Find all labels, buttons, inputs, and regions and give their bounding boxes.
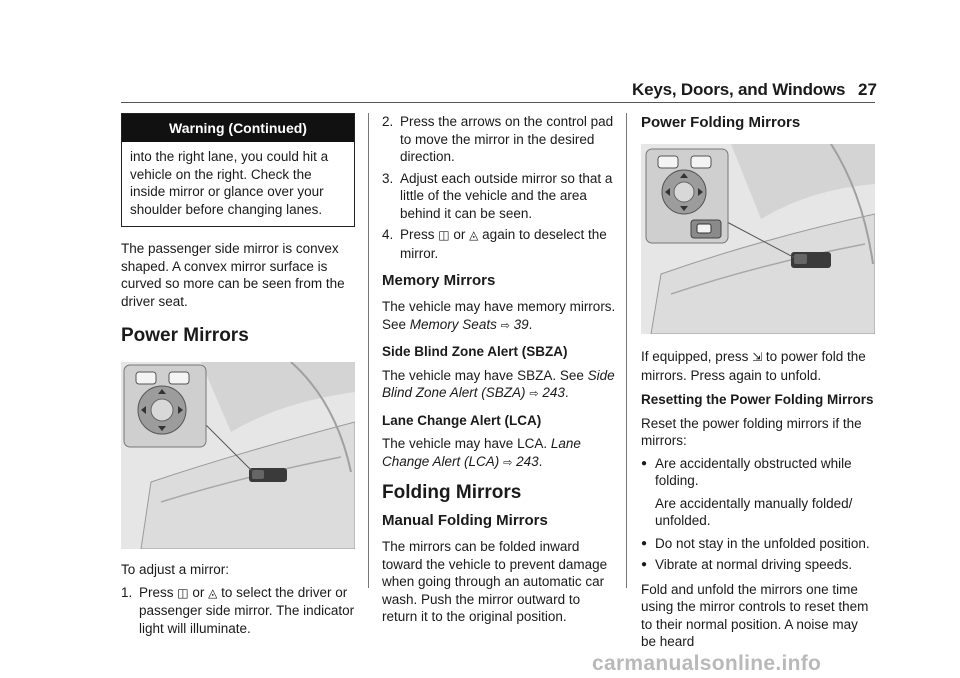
- step-3-number: 3.: [382, 170, 394, 186]
- column-1: [121, 113, 355, 637]
- equipped-text-b: to power fold the mirrors. Press again to unfold.: [641, 349, 866, 383]
- header-rule: [121, 102, 875, 103]
- column-2: [382, 113, 616, 626]
- step-4-text-b: again to deselect the mirror.: [400, 227, 607, 261]
- power-folding-control-illustration: [641, 144, 875, 334]
- warning-body: into the right lane, you could hit a vehicle on the right. Check the inside mirror or glance over your shoulder before changing lanes.: [130, 149, 329, 217]
- heading-lca: Lane Change Alert (LCA): [382, 412, 542, 428]
- column-3: [641, 113, 875, 651]
- lca-paragraph: The vehicle may have LCA. Lane Change Alert (LCA) ⇨ 243.: [382, 436, 581, 469]
- bullet-2-text: Do not stay in the unfolded position.: [655, 535, 870, 551]
- warning-box: [121, 113, 355, 227]
- reset-intro: Reset the power folding mirrors if the mirrors:: [641, 415, 862, 448]
- heading-power-mirrors: Power Mirrors: [121, 325, 249, 346]
- right-mirror-select-icon: ◬: [469, 228, 479, 242]
- watermark: carmanualsonline.info: [592, 652, 822, 675]
- step-4-text-a: Press: [400, 227, 435, 242]
- heading-power-folding: Power Folding Mirrors: [641, 114, 801, 131]
- step-2: [382, 113, 616, 166]
- memory-text: The vehicle may have memory mirrors. See: [382, 299, 616, 332]
- step-1-text-a: Press: [139, 584, 174, 600]
- step-2-number: 2.: [382, 114, 394, 129]
- sbza-paragraph: The vehicle may have SBZA. See Side Blind Zone Alert (SBZA) ⇨ 243.: [382, 367, 615, 400]
- lca-page[interactable]: 243: [516, 453, 539, 469]
- bullet-icon: ●: [641, 537, 648, 549]
- xref-arrow-icon: ⇨: [500, 319, 510, 332]
- xref-arrow-icon: ⇨: [503, 456, 513, 469]
- heading-manual-folding: Manual Folding Mirrors: [382, 512, 548, 529]
- heading-sbza: Side Blind Zone Alert (SBZA): [382, 344, 568, 359]
- final-paragraph: Fold and unfold the mirrors one time using the mirror controls to reset them to their normal position. A noise may be heard: [641, 581, 869, 649]
- bullet-icon: ●: [641, 559, 648, 570]
- lca-text: The vehicle may have LCA.: [382, 436, 548, 451]
- step-4: [382, 226, 616, 262]
- column-divider-2: [626, 113, 627, 588]
- left-mirror-select-icon: ◫: [177, 585, 189, 600]
- step-3-text: Adjust each outside mirror so that a little of the vehicle and the area behind it can be seen.: [400, 170, 613, 221]
- step-1-number: 1.: [121, 584, 133, 600]
- step-3: [382, 170, 616, 223]
- xref-arrow-icon: ⇨: [529, 388, 539, 400]
- heading-folding-mirrors: Folding Mirrors: [382, 482, 522, 503]
- heading-resetting: Resetting the Power Folding Mirrors: [641, 392, 874, 407]
- equipped-text-a: If equipped, press: [641, 349, 749, 364]
- manual-folding-paragraph: The mirrors can be folded inward toward the vehicle to prevent damage when going through an automatic car wash. Push the mirror outward to return it to the original position.: [382, 539, 608, 624]
- convex-paragraph: The passenger side mirror is convex shaped. A convex mirror surface is curved so more can be seen from the driver seat.: [121, 241, 345, 309]
- left-mirror-select-icon: ◫: [438, 228, 450, 242]
- section-title: Keys, Doors, and Windows: [632, 80, 846, 99]
- sbza-link[interactable]: Side Blind Zone Alert (SBZA): [382, 367, 615, 400]
- sbza-text: The vehicle may have SBZA. See: [382, 367, 584, 383]
- bullet-1-text: Are accidentally obstructed while folding.: [655, 455, 852, 488]
- equipped-paragraph: [641, 348, 875, 384]
- bullet-2: [641, 535, 875, 553]
- step-4-or: or: [453, 227, 466, 242]
- lca-link[interactable]: Lane Change Alert (LCA): [382, 436, 581, 469]
- bullet-3-text: Vibrate at normal driving speeds.: [655, 557, 853, 572]
- adjust-intro: To adjust a mirror:: [121, 562, 230, 577]
- warning-title: Warning (Continued): [122, 114, 354, 142]
- column-divider-1: [368, 113, 369, 588]
- power-fold-icon: ⇲: [752, 350, 763, 364]
- power-mirror-control-illustration: [121, 362, 355, 549]
- memory-paragraph: The vehicle may have memory mirrors. See Memory Seats ⇨ 39.: [382, 299, 616, 332]
- step-1-text-b: to select the driver or passenger side mirror. The indicator light will illuminate.: [139, 584, 355, 636]
- bullet-3: [641, 556, 875, 574]
- sbza-page[interactable]: 243: [542, 385, 565, 400]
- bullet-1-continuation: Are accidentally manually folded/ unfolded.: [655, 495, 853, 528]
- bullet-icon: ●: [641, 457, 648, 469]
- step-1: [121, 584, 355, 638]
- step-2-text: Press the arrows on the control pad to move the mirror in the desired direction.: [400, 114, 614, 164]
- step-4-number: 4.: [382, 227, 394, 242]
- page-number: 27: [858, 80, 877, 99]
- memory-page[interactable]: 39: [513, 316, 529, 332]
- bullet-1: [641, 455, 875, 490]
- heading-memory-mirrors: Memory Mirrors: [382, 272, 496, 289]
- step-1-or: or: [192, 584, 205, 600]
- memory-seats-link[interactable]: Memory Seats: [409, 316, 497, 332]
- right-mirror-select-icon: ◬: [208, 585, 218, 600]
